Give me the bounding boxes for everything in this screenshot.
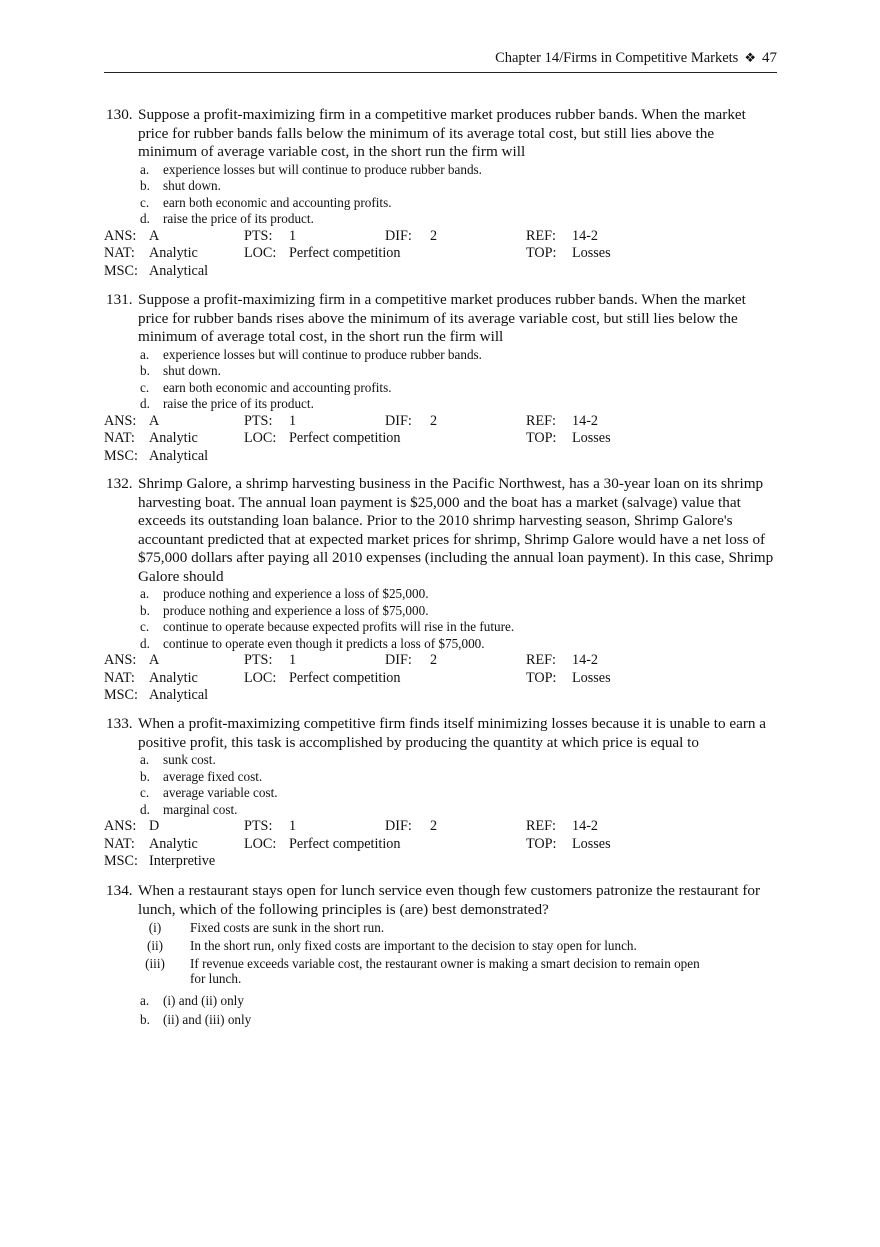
choice-text: continue to operate even though it predicts a loss of $75,000. bbox=[163, 635, 485, 651]
choice-letter: d. bbox=[140, 211, 150, 227]
dif-value: 2 bbox=[430, 227, 438, 244]
pts-value: 1 bbox=[289, 227, 297, 244]
nat-label: NAT: bbox=[104, 245, 135, 262]
meta-row-1 bbox=[104, 652, 776, 669]
meta-row-2 bbox=[104, 430, 776, 447]
loc-label: LOC: bbox=[244, 430, 277, 447]
top-label: TOP: bbox=[526, 669, 557, 686]
pts-label: PTS: bbox=[244, 652, 273, 669]
question-text: When a profit-maximizing competitive firm finds itself minimizing losses because it is unable to earn a positive profit, this task is accomplished by producing the quantity at which price is equal to bbox=[138, 715, 767, 751]
ref-value: 14-2 bbox=[572, 412, 599, 429]
question-stem bbox=[104, 882, 776, 919]
page-number: 47 bbox=[762, 50, 777, 66]
ref-label: REF: bbox=[526, 412, 556, 429]
answer-choices bbox=[104, 347, 776, 413]
choice-c bbox=[104, 380, 776, 397]
question-number: 133. bbox=[106, 715, 133, 732]
top-value: Losses bbox=[572, 245, 611, 262]
ref-value: 14-2 bbox=[572, 652, 599, 669]
meta-row-3 bbox=[104, 263, 776, 280]
top-value: Losses bbox=[572, 835, 611, 852]
question-number: 134. bbox=[106, 882, 133, 899]
choice-letter: a. bbox=[140, 161, 150, 177]
choice-text: produce nothing and experience a loss of $75,000. bbox=[163, 602, 429, 618]
meta-row-2 bbox=[104, 836, 776, 853]
dif-value: 2 bbox=[430, 652, 438, 669]
ans-value: A bbox=[149, 227, 160, 244]
question-stem bbox=[104, 715, 776, 752]
choice-b bbox=[104, 1010, 776, 1029]
nat-label: NAT: bbox=[104, 835, 135, 852]
choice-text: marginal cost. bbox=[163, 801, 238, 817]
choice-c bbox=[104, 785, 776, 802]
meta-row-1 bbox=[104, 228, 776, 245]
answer-choices bbox=[104, 586, 776, 652]
ans-value: A bbox=[149, 652, 160, 669]
choice-letter: d. bbox=[140, 635, 150, 651]
msc-value: Analytical bbox=[149, 262, 209, 279]
choice-letter: d. bbox=[140, 801, 150, 817]
choice-letter: b. bbox=[140, 1012, 150, 1028]
nat-label: NAT: bbox=[104, 669, 135, 686]
choice-text: average variable cost. bbox=[163, 785, 278, 801]
choice-letter: b. bbox=[140, 178, 150, 194]
ref-label: REF: bbox=[526, 652, 556, 669]
choice-letter: c. bbox=[140, 194, 150, 210]
choice-text: shut down. bbox=[163, 363, 221, 379]
chapter-title: Chapter 14/Firms in Competitive Markets bbox=[495, 50, 739, 66]
ans-label: ANS: bbox=[104, 652, 137, 669]
statement-text: Fixed costs are sunk in the short run. bbox=[190, 920, 385, 935]
nat-value: Analytic bbox=[149, 245, 198, 262]
choice-text: raise the price of its product. bbox=[163, 396, 314, 412]
msc-label: MSC: bbox=[104, 687, 138, 704]
meta-row-1 bbox=[104, 413, 776, 430]
choice-letter: c. bbox=[140, 619, 150, 635]
dif-label: DIF: bbox=[385, 652, 412, 669]
choice-a bbox=[104, 752, 776, 769]
choice-d bbox=[104, 636, 776, 653]
dif-label: DIF: bbox=[385, 227, 412, 244]
choice-b bbox=[104, 178, 776, 195]
ref-value: 14-2 bbox=[572, 818, 599, 835]
statement-i bbox=[104, 920, 776, 936]
question-text: When a restaurant stays open for lunch service even though few customers patronize the restaurant for lunch, which of the following principles is (are) best demonstrated? bbox=[138, 882, 761, 918]
loc-value: Perfect competition bbox=[289, 245, 401, 262]
loc-label: LOC: bbox=[244, 835, 277, 852]
choice-c bbox=[104, 195, 776, 212]
loc-label: LOC: bbox=[244, 245, 277, 262]
question-number: 131. bbox=[106, 291, 133, 308]
choice-letter: b. bbox=[140, 768, 150, 784]
meta-row-3 bbox=[104, 448, 776, 465]
ans-value: D bbox=[149, 818, 160, 835]
meta-row-3 bbox=[104, 853, 776, 870]
msc-value: Interpretive bbox=[149, 853, 216, 870]
loc-value: Perfect competition bbox=[289, 430, 401, 447]
choice-a bbox=[104, 586, 776, 603]
choice-letter: b. bbox=[140, 363, 150, 379]
dif-value: 2 bbox=[430, 412, 438, 429]
choice-c bbox=[104, 619, 776, 636]
choice-a bbox=[104, 162, 776, 179]
top-label: TOP: bbox=[526, 835, 557, 852]
dif-value: 2 bbox=[430, 818, 438, 835]
msc-label: MSC: bbox=[104, 447, 138, 464]
pts-label: PTS: bbox=[244, 818, 273, 835]
choice-letter: a. bbox=[140, 993, 150, 1009]
choice-text: raise the price of its product. bbox=[163, 211, 314, 227]
msc-value: Analytical bbox=[149, 447, 209, 464]
question-number: 130. bbox=[106, 106, 133, 123]
choice-text: sunk cost. bbox=[163, 752, 216, 767]
choice-text: (ii) and (iii) only bbox=[163, 1012, 252, 1028]
choice-letter: c. bbox=[140, 379, 150, 395]
diamond-ornament-icon: ❖ bbox=[744, 50, 756, 65]
choice-text: experience losses but will continue to produce rubber bands. bbox=[163, 346, 482, 362]
question-134 bbox=[104, 882, 776, 1029]
choice-d bbox=[104, 802, 776, 819]
ans-value: A bbox=[149, 412, 160, 429]
pts-label: PTS: bbox=[244, 227, 273, 244]
pts-label: PTS: bbox=[244, 412, 273, 429]
ans-label: ANS: bbox=[104, 227, 137, 244]
ans-label: ANS: bbox=[104, 412, 137, 429]
statement-ii bbox=[104, 938, 776, 954]
question-131 bbox=[104, 291, 776, 465]
choice-a bbox=[104, 347, 776, 364]
choice-letter: b. bbox=[140, 602, 150, 618]
answer-choices bbox=[104, 162, 776, 228]
answer-choices bbox=[104, 752, 776, 818]
loc-label: LOC: bbox=[244, 669, 277, 686]
top-label: TOP: bbox=[526, 245, 557, 262]
page-header bbox=[104, 50, 777, 73]
answer-choices bbox=[104, 991, 776, 1029]
msc-value: Analytical bbox=[149, 687, 209, 704]
meta-row-3 bbox=[104, 687, 776, 704]
nat-value: Analytic bbox=[149, 835, 198, 852]
top-label: TOP: bbox=[526, 430, 557, 447]
choice-d bbox=[104, 396, 776, 413]
nat-value: Analytic bbox=[149, 669, 198, 686]
ans-label: ANS: bbox=[104, 818, 137, 835]
choice-letter: a. bbox=[140, 752, 150, 767]
dif-label: DIF: bbox=[385, 412, 412, 429]
question-text: Suppose a profit-maximizing firm in a competitive market produces rubber bands. When the market price for rubber bands rises above the minimum of its average variable cost, but still lies below the minimum of average total cost, in the short run the firm will bbox=[138, 291, 746, 345]
question-number: 132. bbox=[106, 475, 133, 492]
statement-number: (ii) bbox=[146, 937, 164, 953]
question-stem bbox=[104, 106, 776, 162]
choice-text: earn both economic and accounting profits. bbox=[163, 194, 392, 210]
question-text: Shrimp Galore, a shrimp harvesting business in the Pacific Northwest, has a 30-year loan on its shrimp harvesting boat. The annual loan payment is $25,000 and the boat has a market (salvage) value that exceeds its outstanding loan balance. Prior to the 2010 shrimp harvesting season, Shrimp Galore's accountant predicted that at expected market prices for shrimp, Shrimp Galore would have a net loss of $75,000 dollars after paying all 2010 expenses (including the annual loan payment). In this case, Shrimp Galore should bbox=[138, 475, 774, 585]
ref-label: REF: bbox=[526, 818, 556, 835]
pts-value: 1 bbox=[289, 818, 297, 835]
choice-text: average fixed cost. bbox=[163, 768, 263, 784]
nat-label: NAT: bbox=[104, 430, 135, 447]
ref-value: 14-2 bbox=[572, 227, 599, 244]
choice-text: continue to operate because expected profits will rise in the future. bbox=[163, 619, 515, 635]
choice-text: (i) and (ii) only bbox=[163, 993, 244, 1009]
meta-row-2 bbox=[104, 245, 776, 262]
loc-value: Perfect competition bbox=[289, 835, 401, 852]
statement-number: (iii) bbox=[145, 955, 165, 971]
top-value: Losses bbox=[572, 669, 611, 686]
pts-value: 1 bbox=[289, 652, 297, 669]
ref-label: REF: bbox=[526, 227, 556, 244]
msc-label: MSC: bbox=[104, 853, 138, 870]
pts-value: 1 bbox=[289, 412, 297, 429]
choice-text: experience losses but will continue to produce rubber bands. bbox=[163, 161, 482, 177]
choice-letter: a. bbox=[140, 346, 150, 362]
statement-text: In the short run, only fixed costs are important to the decision to stay open for lunch. bbox=[190, 937, 637, 953]
choice-letter: a. bbox=[140, 586, 150, 601]
choice-letter: d. bbox=[140, 396, 150, 412]
choice-text: produce nothing and experience a loss of $25,000. bbox=[163, 586, 429, 601]
choice-d bbox=[104, 211, 776, 228]
question-stem bbox=[104, 475, 776, 586]
meta-row-1 bbox=[104, 818, 776, 835]
choice-text: earn both economic and accounting profits. bbox=[163, 379, 392, 395]
statement-iii bbox=[104, 956, 776, 988]
choice-letter: c. bbox=[140, 785, 150, 801]
question-133 bbox=[104, 715, 776, 871]
loc-value: Perfect competition bbox=[289, 669, 401, 686]
choice-text: shut down. bbox=[163, 178, 221, 194]
choice-a bbox=[104, 991, 776, 1010]
nat-value: Analytic bbox=[149, 430, 198, 447]
dif-label: DIF: bbox=[385, 818, 412, 835]
choice-b bbox=[104, 603, 776, 620]
question-text: Suppose a profit-maximizing firm in a competitive market produces rubber bands. When the market price for rubber bands falls below the minimum of its average total cost, but still lies above the minimum of average variable cost, in the short run the firm will bbox=[138, 106, 746, 160]
top-value: Losses bbox=[572, 430, 611, 447]
msc-label: MSC: bbox=[104, 262, 138, 279]
choice-b bbox=[104, 363, 776, 380]
meta-row-2 bbox=[104, 670, 776, 687]
statement-number: (i) bbox=[148, 920, 162, 935]
question-132 bbox=[104, 475, 776, 705]
statement-text: If revenue exceeds variable cost, the restaurant owner is making a smart decision to remain open for lunch. bbox=[190, 955, 700, 987]
choice-b bbox=[104, 769, 776, 786]
question-130 bbox=[104, 106, 776, 280]
question-stem bbox=[104, 291, 776, 347]
